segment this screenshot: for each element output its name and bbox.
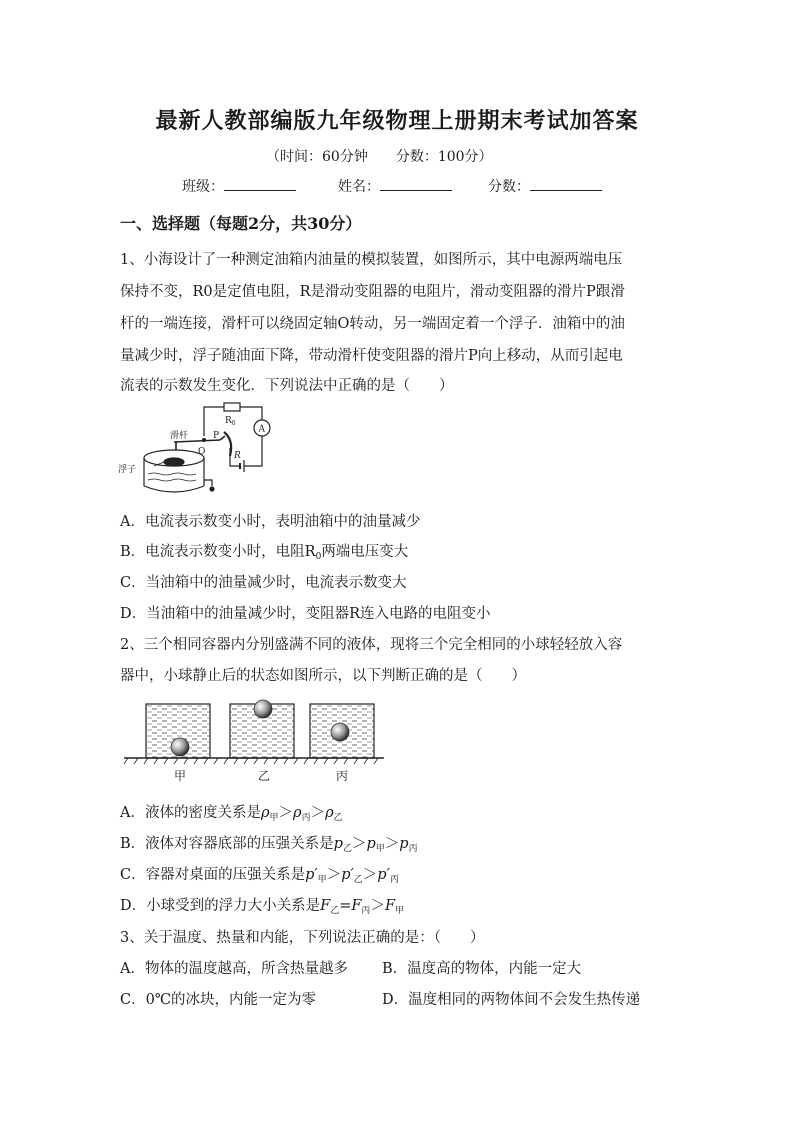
name-label: 姓名： (338, 179, 380, 195)
name-blank[interactable] (380, 176, 452, 191)
section-heading: 一、选择题（每题2分，共30分） (120, 214, 362, 233)
ammeter-label: A (258, 424, 265, 435)
p-prime-symbol: p′ (341, 867, 354, 883)
rho-symbol: ρ (260, 805, 270, 821)
rho-symbol: ρ (293, 805, 302, 821)
gt-sign: ＞ (362, 867, 378, 883)
page-title: 最新人教部编版九年级物理上册期末考试加答案 (155, 108, 639, 134)
q3-option-b[interactable]: B．温度高的物体，内能一定大 (382, 961, 582, 977)
gt-sign: ＞ (370, 898, 385, 914)
q2-option-d[interactable] (120, 894, 404, 916)
q1-option-a[interactable]: A．电流表示数变小时，表明油箱中的油量减少 (120, 514, 421, 530)
gt-sign: ＞ (351, 836, 367, 852)
q1-line-3: 杆的一端连接，滑杆可以绕固定轴O转动，另一端固定着一个浮子．油箱中的油 (120, 316, 625, 332)
sub-jia: 甲 (269, 813, 279, 823)
p-prime-symbol: p′ (305, 867, 318, 883)
sub-bing: 丙 (301, 813, 311, 823)
sub-yi: 乙 (330, 906, 340, 916)
eq-sign: = (339, 898, 352, 914)
q2-option-a[interactable] (120, 801, 343, 823)
score-blank[interactable] (530, 176, 602, 191)
sub-jia: 甲 (317, 875, 327, 885)
float-label: 浮子 (118, 465, 137, 475)
rheostat-r-label: R (234, 451, 241, 461)
sub-bing: 丙 (408, 844, 418, 854)
q3-option-d[interactable]: D．温度相同的两物体间不会发生热传递 (382, 992, 641, 1008)
p-prime-symbol: p′ (377, 867, 390, 883)
gt-sign: ＞ (326, 867, 342, 883)
p-symbol: p (333, 836, 343, 852)
pivot-o-label: O (198, 447, 206, 457)
r0-label: $R_0$ (225, 416, 236, 427)
q2-option-a-text: A．液体的密度关系是 (120, 805, 261, 821)
gt-sign: ＞ (278, 805, 294, 821)
sub-yi: 乙 (333, 813, 343, 823)
gt-sign: ＞ (310, 805, 326, 821)
q1-option-b[interactable] (120, 540, 408, 562)
sub-jia: 甲 (395, 906, 405, 916)
q2-option-b-text: B．液体对容器底部的压强关系是 (120, 836, 334, 852)
gt-sign: ＞ (384, 836, 400, 852)
q1-line-5: 流表的示数发生变化．下列说法中正确的是（ ） (120, 378, 454, 394)
q3-stem: 3、关于温度、热量和内能，下列说法正确的是：（ ） (120, 930, 485, 946)
class-blank[interactable] (224, 176, 296, 191)
sub-bing: 丙 (361, 906, 371, 916)
q1-line-1: 1、小海设计了一种测定油箱内油量的模拟装置，如图所示，其中电源两端电压 (120, 252, 623, 268)
ball-bing (331, 723, 349, 741)
sub-yi: 乙 (353, 875, 363, 885)
time-score: （时间：60分钟 分数：100分） (266, 149, 493, 165)
label-yi: 乙 (257, 769, 271, 783)
sub-jia: 甲 (375, 844, 385, 854)
ball-yi (254, 700, 272, 718)
q1-option-b-text: B．电流表示数变小时，电阻R (120, 544, 316, 560)
label-jia: 甲 (173, 769, 187, 783)
f-symbol: F (351, 898, 362, 914)
q2-option-c[interactable] (120, 863, 399, 885)
q2-line-1: 2、三个相同容器内分别盛满不同的液体，现将三个完全相同的小球轻轻放入容 (120, 637, 623, 653)
q2-option-d-text: D．小球受到的浮力大小关系是 (120, 898, 321, 914)
slider-p-label: P (213, 431, 220, 441)
q1-option-b-sub: 0 (315, 552, 322, 562)
sub-yi: 乙 (342, 844, 352, 854)
q1-line-2: 保持不变，R0是定值电阻，R是滑动变阻器的电阻片，滑动变阻器的滑片P跟滑 (120, 284, 625, 300)
name-field (338, 176, 452, 196)
q3-option-a[interactable]: A．物体的温度越高，所含热量越多 (120, 961, 348, 977)
q2-option-c-text: C．容器对桌面的压强关系是 (120, 867, 306, 883)
f-symbol: F (320, 898, 331, 914)
sub-bing: 丙 (389, 875, 399, 885)
score-label: 分数： (488, 179, 530, 195)
class-field (182, 176, 296, 196)
q2-option-b[interactable] (120, 832, 418, 854)
class-label: 班级： (182, 179, 224, 195)
q1-option-c[interactable]: C．当油箱中的油量减少时，电流表示数变大 (120, 575, 407, 591)
q1-line-4: 量减少时，浮子随油面下降，带动滑杆使变阻器的滑片P向上移动，从而引起电 (120, 348, 623, 364)
ball-jia (171, 738, 189, 756)
rho-symbol: ρ (325, 805, 334, 821)
three-containers-figure (122, 694, 386, 786)
q1-option-d[interactable]: D．当油箱中的油量减少时，变阻器R连入电路的电阻变小 (120, 606, 491, 622)
label-bing: 丙 (335, 769, 349, 783)
p-symbol: p (399, 836, 409, 852)
rod-label: 滑杆 (170, 431, 189, 441)
oil-tank-circuit-figure (118, 400, 278, 504)
q1-option-b-text-end: 两端电压变大 (321, 544, 409, 560)
f-symbol: F (384, 898, 395, 914)
q3-option-c[interactable]: C．0℃的冰块，内能一定为零 (120, 992, 317, 1008)
q2-line-2: 器中，小球静止后的状态如图所示，以下判断正确的是（ ） (120, 668, 526, 684)
score-field (488, 176, 602, 196)
p-symbol: p (366, 836, 376, 852)
